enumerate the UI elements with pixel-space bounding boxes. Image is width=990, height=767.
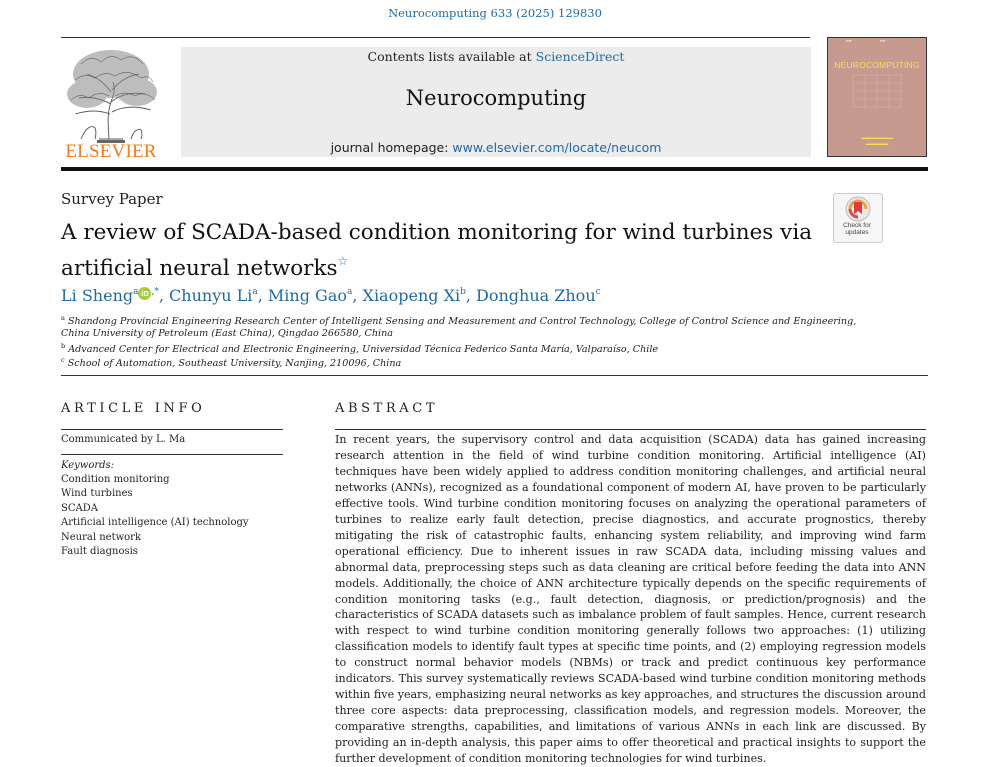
orcid-icon[interactable]: iD xyxy=(138,287,151,300)
homepage-link[interactable]: www.elsevier.com/locate/neucom xyxy=(452,140,662,155)
homepage-prefix: journal homepage: xyxy=(330,140,453,155)
journal-title: Neurocomputing xyxy=(405,86,587,110)
author-affiliation-mark[interactable]: a xyxy=(347,287,353,297)
keyword-item: SCADA xyxy=(61,502,98,514)
article-info-rule xyxy=(61,454,283,455)
author-affiliation-mark[interactable]: c xyxy=(595,287,601,297)
corresponding-author-mark[interactable]: ,* xyxy=(151,287,159,297)
cover-issue-text: ▪▪▪▪ xyxy=(880,38,886,43)
article-type: Survey Paper xyxy=(61,190,163,208)
abstract-body: In recent years, the supervisory control and data acquisition (SCADA) data has gained increasing research attention in the field of wind turbine condition monitoring. Artificial intelligence (AI) techniques have been widely applied to address condition monitoring challenges, and artificial neural networks (ANNs), recognized as a foundational component of modern AI, have proven to be particularly effective tools. Wind turbine condition monitoring focuses on analyzing the operational parameters of turbines to realize early fault detection, precise diagnostics, and accurate prognostics, thereby mitigating the risk of catastrophic faults, enhancing system reliability, and improving wind farm operational efficiency. Due to inherent issues in raw SCADA data, including missing values and abnormal data, preprocessing steps such as data cleaning are critical before feeding the data into ANN models. Additionally, the choice of ANN architecture typically depends on the specific requirements of condition monitoring tasks (e.g., fault detection, diagnosis, or prediction/prognosis) and the characteristics of SCADA datasets such as imbalance problem of fault samples. Hence, current research with respect to wind turbine condition monitoring generally follows two approaches: (1) utilizing classification models to identify fault types at specific time points, and (2) employing regression models to construct normal behavior models (NBMs) or track and predict continuous key performance indicators. This survey systematically reviews SCADA-based wind turbine condition monitoring methods within five years, emphasizing neural networks as key approaches, and structures the discussion around three core aspects: data preprocessing, classification models, and regression models. Moreover, the comparative strengths, capabilities, and limitations of various ANNs in each link are discussed. By providing an in-depth analysis, this paper aims to offer theoretical and practical insights to support the further development of condition monitoring technologies for wind turbines. xyxy=(335,433,926,766)
keyword-item: Artificial intelligence (AI) technology xyxy=(61,517,249,529)
affiliation-text: China University of Petroleum (East China), Qingdao 266580, China xyxy=(61,328,394,339)
author-list: Li Sheng$^a$ iD ,*, Chunyu Li$^a$, Ming Gao$^a$, Xiaopeng Xi$^b$, Donghua Zhou$^c$ xyxy=(61,286,601,305)
journal-citation-link[interactable]: Neurocomputing 633 (2025) 129830 xyxy=(388,6,602,20)
publisher-name: ELSEVIER xyxy=(65,141,157,162)
keywords-label: Keywords: xyxy=(61,460,115,471)
affiliation-text: Advanced Center for Electrical and Electronic Engineering, Universidad Técnica Federico Santa María, Valparaíso, Chile xyxy=(68,344,659,355)
communicated-by: Communicated by L. Ma xyxy=(61,434,186,445)
affiliation-a xyxy=(61,314,856,327)
article-title xyxy=(61,218,821,283)
author-name[interactable]: Chunyu Li xyxy=(169,286,253,305)
author-name[interactable]: Donghua Zhou xyxy=(476,286,596,305)
title-footnote-star[interactable]: ☆ xyxy=(337,254,349,268)
header-thick-rule xyxy=(61,167,928,171)
affiliation-b xyxy=(61,342,658,355)
author-name[interactable]: Ming Gao xyxy=(267,286,347,305)
author-name[interactable]: Li Sheng xyxy=(61,286,134,305)
section-rule xyxy=(61,375,928,376)
journal-homepage xyxy=(181,140,811,155)
sciencedirect-link[interactable]: ScienceDirect xyxy=(535,49,625,64)
check-for-updates-label[interactable]: Check for updates xyxy=(843,222,871,236)
author-name[interactable]: Xiaopeng Xi xyxy=(362,286,461,305)
affiliation-mark: a xyxy=(61,314,65,322)
affiliation-c xyxy=(61,356,401,369)
keyword-item: Wind turbines xyxy=(61,488,133,500)
affiliation-mark: b xyxy=(61,342,66,350)
author-affiliation-mark[interactable]: a xyxy=(252,287,258,297)
keywords-list xyxy=(61,473,249,559)
article-info-rule xyxy=(61,429,283,430)
article-title-text: A review of SCADA-based condition monitoring for wind turbines via artificial neural networks xyxy=(61,220,813,281)
contents-availability xyxy=(181,49,811,64)
affiliation-mark: c xyxy=(61,356,65,364)
keyword-item: Neural network xyxy=(61,531,142,543)
article-info-heading: ARTICLE INFO xyxy=(61,401,206,416)
abstract-heading: ABSTRACT xyxy=(335,401,439,416)
author-affiliation-mark[interactable]: a xyxy=(133,287,139,297)
keyword-item: Condition monitoring xyxy=(61,474,170,485)
author-affiliation-mark[interactable]: b xyxy=(460,287,466,297)
cover-graphic xyxy=(852,74,902,108)
abstract-rule xyxy=(335,429,926,430)
cover-footer-text: ▬▬▬▬▬▬▬ ▬▬▬▬▬ xyxy=(861,135,893,146)
cover-journal-name: NEUROCOMPUTING xyxy=(834,60,920,70)
bookmark-icon xyxy=(834,194,882,224)
affiliation-text: School of Automation, Southeast University, Nanjing, 210096, China xyxy=(67,358,402,369)
affiliation-text: Shandong Provincial Engineering Research Center of Intelligent Sensing and Measurement and Control Technology, College of Control Science and Engineering, xyxy=(67,316,857,327)
cover-volume-text: ▪▪▪▪ xyxy=(846,38,852,43)
contents-prefix: Contents lists available at xyxy=(367,49,536,64)
header-rule xyxy=(61,37,810,38)
keyword-item: Fault diagnosis xyxy=(61,546,138,558)
affiliation-a-continued xyxy=(61,328,393,339)
